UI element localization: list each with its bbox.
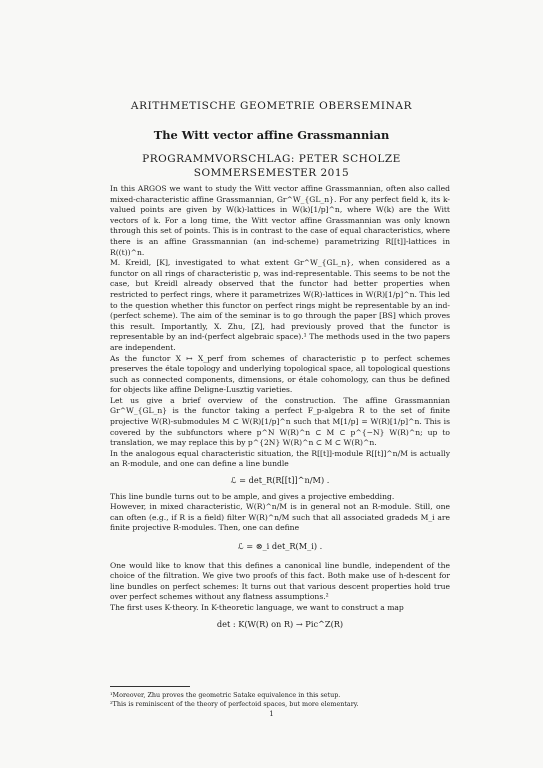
paragraph-intro: In this ARGOS we want to study the Witt vector affine Grassmannian, often also called mixed-characteristic affine Grassmannian, Gr^W_{GL_n}. For any perfect field k, its k-valued points are given by W(k)-lattices in W(k)[1/p]^n, where W(k) are the Witt vectors of k. For a long time, the Witt vector affine Grassmannian was only known through this set of points. This is in contrast to the case of equal characteristics, where there is an affine Grassmannian (an ind-scheme) parametrizing R[[t]]-lattices in R((t))^n. <box>110 184 450 257</box>
footnote-1: ¹Moreover, Zhu proves the geometric Satake equivalence in this setup. <box>110 691 341 699</box>
paragraph-perfection: As the functor X ↦ X_perf from schemes of characteristic p to perfect schemes preserves the étale topology and underlying topological space, all topological questions such as connected components, dimensions, or étale cohomology, can thus be defined for objects like affine Deligne-Lusztig varieties. <box>110 353 450 395</box>
paragraph-ample: This line bundle turns out to be ample, and gives a projective embedding. <box>110 491 395 501</box>
page-number: 1 <box>269 710 274 718</box>
paragraph-kreidl: M. Kreidl, [K], investigated to what extent Gr^W_{GL_n}, when considered as a functor on all rings of characteristic p, was ind-representable. This seems to be not the case, but Kreidl already observed that the functor had better properties when restricted to perfect rings, where it parametrizes W(R)-lattices in W(R)[1/p]^n. This led to the question whether this functor on perfect rings might be representable by an ind-(perfect scheme). The aim of the seminar is to go through the paper [BS] which proves this result. Importantly, X. Zhu, [Z], had previously proved that the functor is representable by an ind-(perfect algebraic space).¹ The methods used in the two papers are independent. <box>110 258 450 352</box>
semester-line: SOMMERSEMESTER 2015 <box>193 167 350 179</box>
formula-line-bundle: ℒ = det_R(R[[t]]^n/M) . <box>230 475 330 486</box>
paragraph-canonical: One would like to know that this defines a canonical line bundle, independent of the choice of the filtration. We give two proofs of this fact. Both make use of h-descent for line bundles on perfect schemes: It turns out that various descent properties hold true over perfect schemes without any flatness assumptions.² <box>110 560 450 602</box>
formula-determinant-map: det : K(W(R) on R) → Pic^Z(R) <box>216 618 344 629</box>
paper-body <box>110 184 450 635</box>
paper-title: The Witt vector affine Grassmannian <box>153 128 390 142</box>
paragraph-mixed-characteristic: However, in mixed characteristic, W(R)^n/M is in general not an R-module. Still, one can often (e.g., if R is a field) filter W(R)^n/M such that all associated gradeds M_i are finite projective R-modules. Then, one can define <box>110 502 450 533</box>
seminar-name: ARITHMETISCHE GEOMETRIE OBERSEMINAR <box>130 100 413 112</box>
footnote-2: ²This is reminiscent of the theory of perfectoid spaces, but more elementary. <box>110 699 359 708</box>
footnotes <box>110 686 450 708</box>
paragraph-equal-characteristic: In the analogous equal characteristic situation, the R[[t]]-module R[[t]]^n/M is actually an R-module, and one can define a line bundle <box>110 448 450 469</box>
footnote-rule <box>110 686 190 687</box>
paragraph-k-theory: The first uses K-theory. In K-theoretic language, we want to construct a map <box>110 602 404 612</box>
paragraph-overview: Let us give a brief overview of the construction. The affine Grassmannian Gr^W_{GL_n} is the functor taking a perfect F_p-algebra R to the set of finite projective W(R)-submodules M ⊂ W(R)[1/p]^n such that M[1/p] = W(R)[1/p]^n. This is covered by the subfunctors where p^N W(R)^n ⊂ M ⊂ p^{−N} W(R)^n; up to translation, we may replace this by p^{2N} W(R)^n ⊂ M ⊂ W(R)^n. <box>110 395 450 448</box>
formula-tensor-product: ℒ = ⊗_i det_R(M_i) . <box>237 541 323 551</box>
programme-line: PROGRAMMVORSCHLAG: PETER SCHOLZE <box>142 153 401 165</box>
